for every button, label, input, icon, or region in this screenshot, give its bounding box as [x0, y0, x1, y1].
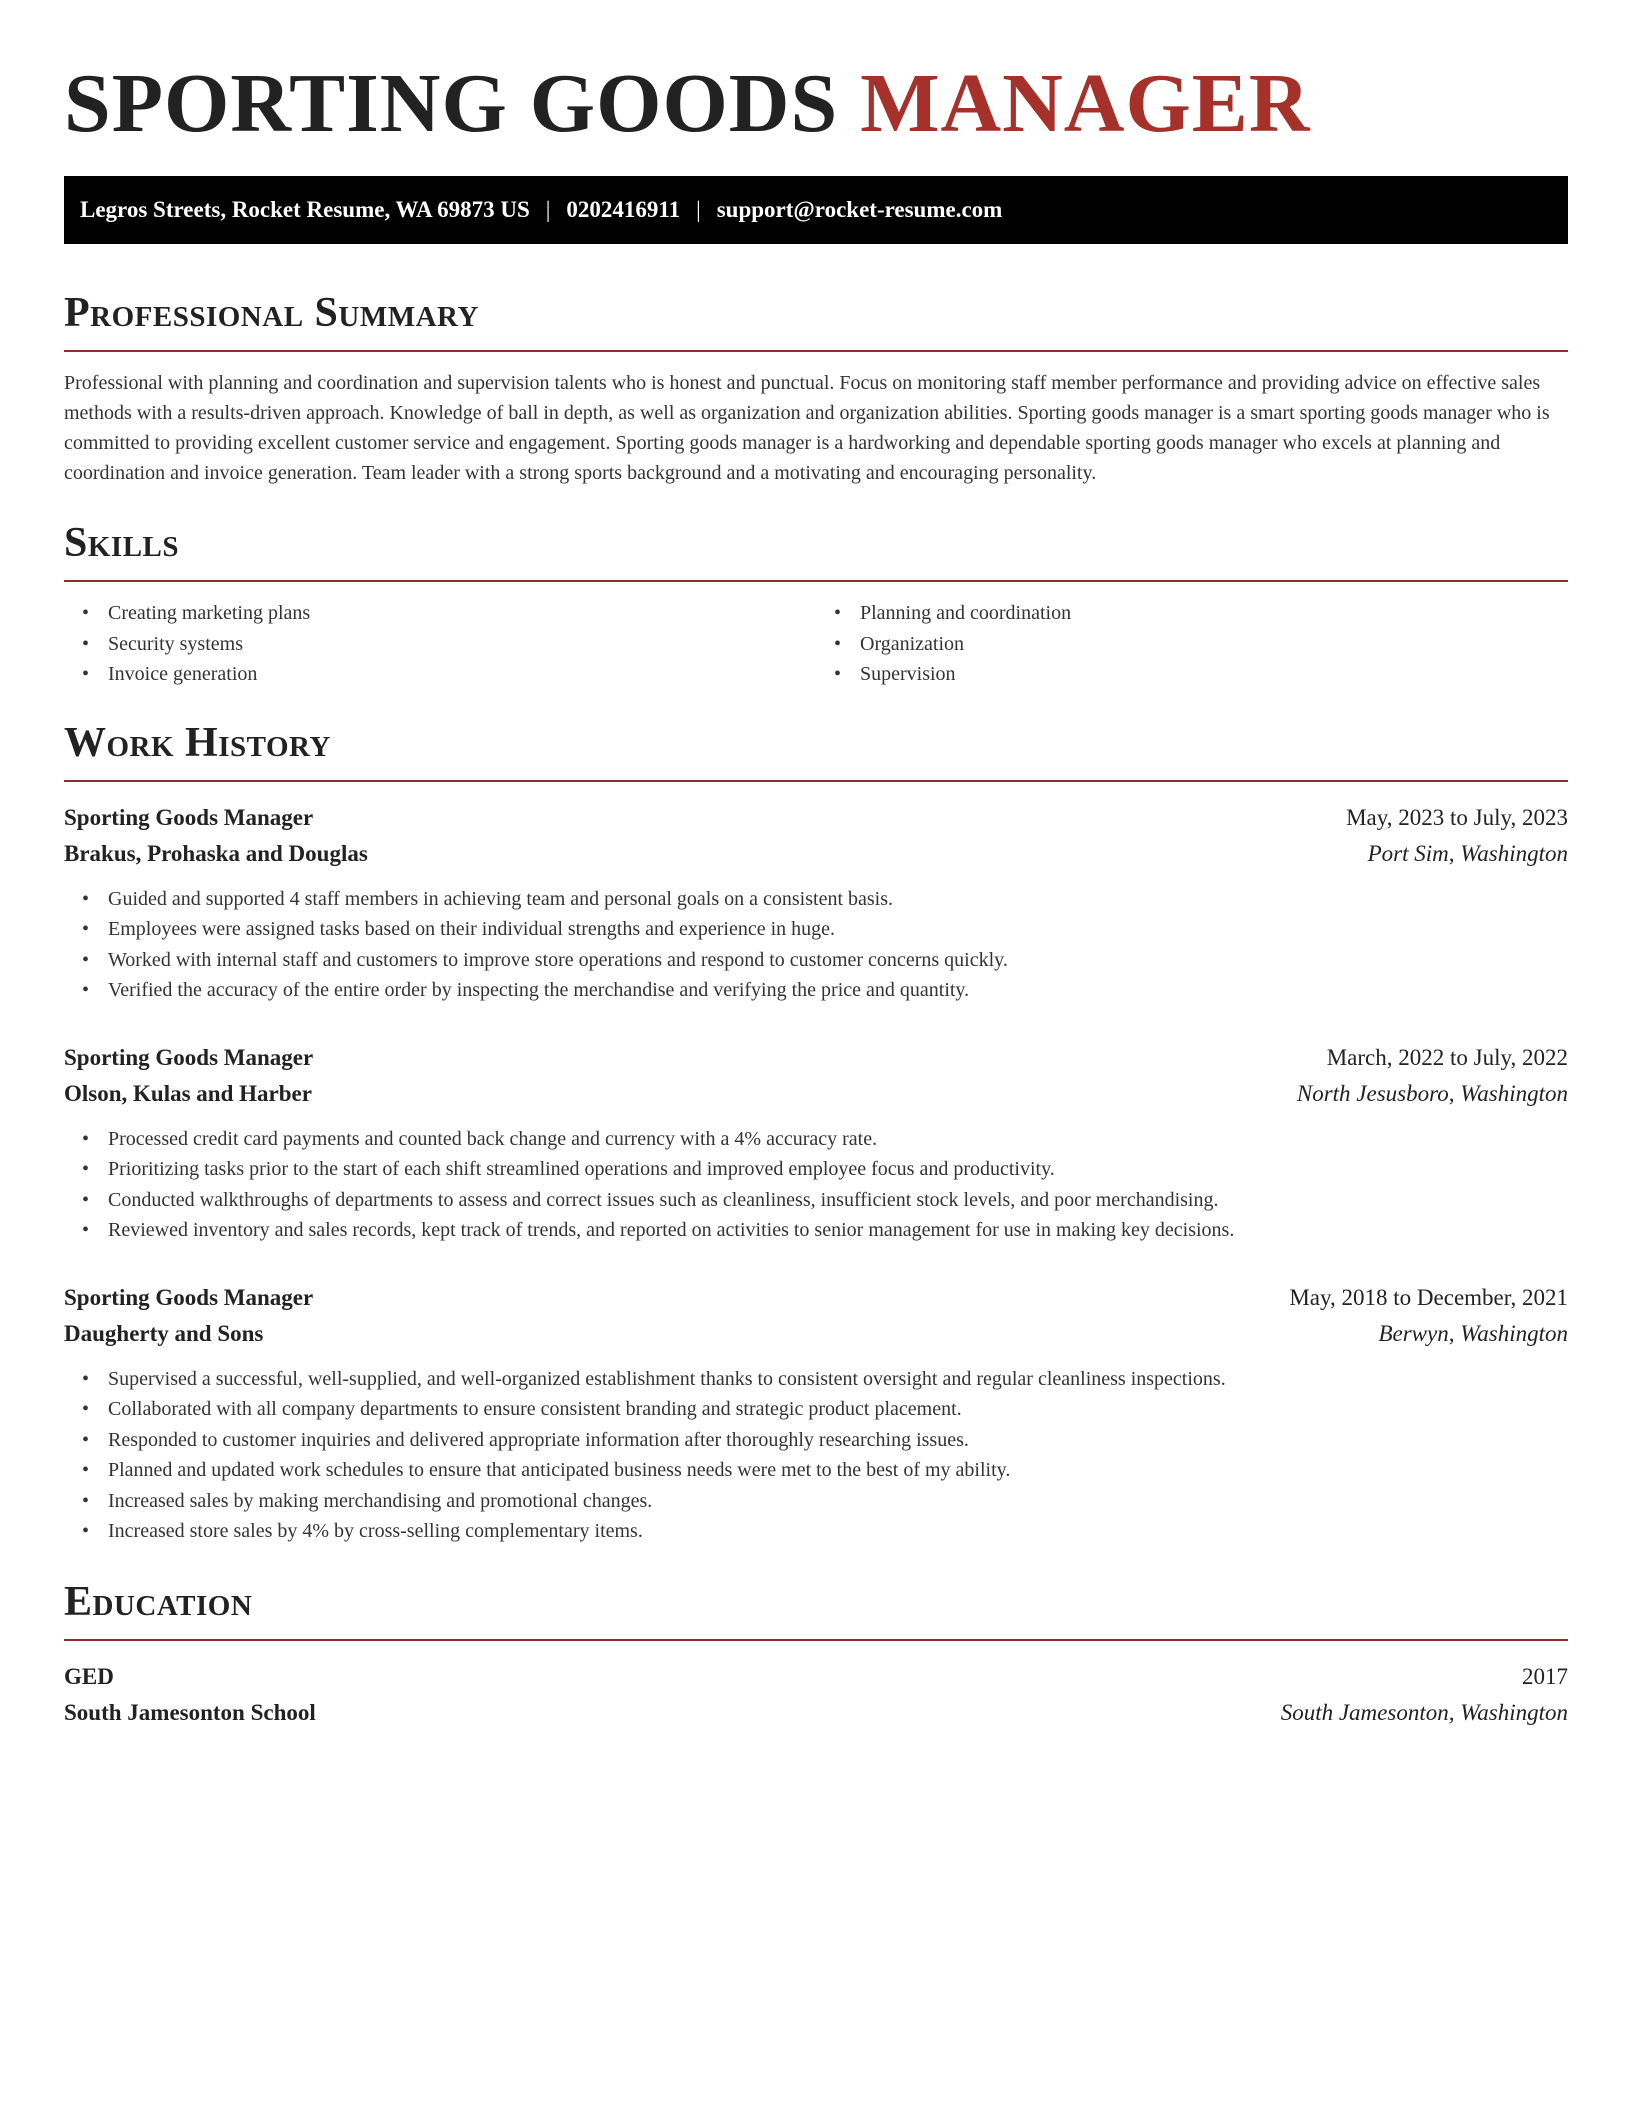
- job-company-row: [64, 836, 1568, 872]
- job-company-row: [64, 1076, 1568, 1112]
- job-location: Port Sim, Washington: [1367, 840, 1568, 866]
- section-title-skills: Skills: [64, 520, 180, 566]
- skill-item: • Creating marketing plans: [108, 598, 816, 629]
- skill-item: • Planning and coordination: [860, 598, 1568, 629]
- professional-summary-section: [64, 288, 1568, 488]
- job-bullets: [64, 884, 1568, 1006]
- job-bullet: • Planned and updated work schedules to ensure that anticipated business needs were met to the best of my ability.: [108, 1455, 1568, 1486]
- job-bullet: • Increased sales by making merchandising and promotional changes.: [108, 1486, 1568, 1517]
- job-header-row: [64, 800, 1568, 836]
- job-bullet: • Employees were assigned tasks based on their individual strengths and experience in huge.: [108, 914, 1568, 945]
- education-year: 2017: [1522, 1663, 1568, 1689]
- skills-column-left: [64, 598, 816, 690]
- job-entry: [64, 1040, 1568, 1246]
- job-bullet: • Prioritizing tasks prior to the start of each shift streamlined operations and improved employee focus and productivity.: [108, 1154, 1568, 1185]
- job-bullet: • Responded to customer inquiries and delivered appropriate information after thoroughly researching issues.: [108, 1425, 1568, 1456]
- education-section: [64, 1577, 1568, 1731]
- work-history-section: [64, 718, 1568, 1547]
- job-header-row: [64, 1280, 1568, 1316]
- education-school-row: [64, 1695, 1568, 1731]
- job-entry: [64, 800, 1568, 1006]
- job-bullet: • Reviewed inventory and sales records, kept track of trends, and reported on activities to senior management for use in making key decisions.: [108, 1215, 1568, 1246]
- skills-section: [64, 518, 1568, 690]
- job-location: North Jesusboro, Washington: [1296, 1080, 1568, 1106]
- contact-bar: [64, 176, 1568, 244]
- job-bullets: [64, 1364, 1568, 1547]
- skill-item: • Supervision: [860, 659, 1568, 690]
- education-school: South Jamesonton School: [64, 1699, 316, 1725]
- contact-address: Legros Streets, Rocket Resume, WA 69873 US: [80, 197, 530, 222]
- contact-email: support@rocket-resume.com: [716, 197, 1003, 222]
- job-bullet: • Increased store sales by 4% by cross-selling complementary items.: [108, 1516, 1568, 1547]
- job-title: Sporting Goods Manager: [64, 1044, 314, 1070]
- name-title-accent: MANAGER: [860, 57, 1311, 150]
- job-entry: [64, 1280, 1568, 1547]
- education-degree-row: [64, 1659, 1568, 1695]
- job-company: Daugherty and Sons: [64, 1320, 264, 1346]
- skill-item: • Security systems: [108, 629, 816, 660]
- job-title: Sporting Goods Manager: [64, 804, 314, 830]
- contact-phone: 0202416911: [566, 197, 681, 222]
- section-title-work: Work History: [64, 719, 331, 766]
- job-header-row: [64, 1040, 1568, 1076]
- skills-column-right: [816, 598, 1568, 690]
- education-degree: GED: [64, 1663, 114, 1689]
- skill-item: • Invoice generation: [108, 659, 816, 690]
- section-divider: [64, 580, 1568, 582]
- section-title-summary: Professional Summary: [64, 290, 479, 336]
- job-bullet: • Guided and supported 4 staff members in achieving team and personal goals on a consistent basis.: [108, 884, 1568, 915]
- job-bullet: • Processed credit card payments and counted back change and currency with a 4% accuracy rate.: [108, 1124, 1568, 1155]
- job-bullets: [64, 1124, 1568, 1246]
- job-company: Olson, Kulas and Harber: [64, 1080, 312, 1106]
- section-title-education: Education: [64, 1578, 253, 1625]
- summary-text: Professional with planning and coordination and supervision talents who is honest and punctual. Focus on monitoring staff member performance and providing advice on effective sales methods with a results-driven approach. Knowledge of ball in depth, as well as organization and organization abilities. Sporting goods manager is a smart sporting goods manager who is committed to providing excellent customer service and engagement. Sporting goods manager is a hardworking and dependable sporting goods manager who excels at planning and coordination and invoice generation. Team leader with a strong sports background and a motivating and encouraging personality.: [64, 372, 1550, 484]
- job-bullet: • Worked with internal staff and customers to improve store operations and respond to customer concerns quickly.: [108, 945, 1568, 976]
- section-divider: [64, 1639, 1568, 1641]
- job-bullet: • Conducted walkthroughs of departments to assess and correct issues such as cleanliness, insufficient stock levels, and poor merchandising.: [108, 1185, 1568, 1216]
- job-company-row: [64, 1316, 1568, 1352]
- job-title: Sporting Goods Manager: [64, 1284, 314, 1310]
- contact-separator: |: [696, 197, 701, 222]
- job-bullet: • Collaborated with all company departments to ensure consistent branding and strategic product placement.: [108, 1394, 1568, 1425]
- job-bullet: • Verified the accuracy of the entire order by inspecting the merchandise and verifying the price and quantity.: [108, 975, 1568, 1006]
- job-dates: May, 2023 to July, 2023: [1346, 804, 1568, 830]
- education-location: South Jamesonton, Washington: [1280, 1699, 1568, 1725]
- skill-item: • Organization: [860, 629, 1568, 660]
- candidate-name: [64, 56, 1568, 152]
- job-location: Berwyn, Washington: [1378, 1320, 1568, 1346]
- section-divider: [64, 350, 1568, 352]
- contact-separator: |: [545, 197, 551, 222]
- job-dates: May, 2018 to December, 2021: [1289, 1284, 1568, 1310]
- job-dates: March, 2022 to July, 2022: [1326, 1044, 1568, 1070]
- education-entry: [64, 1659, 1568, 1731]
- name-title: SPORTING GOODS: [64, 57, 839, 150]
- job-company: Brakus, Prohaska and Douglas: [64, 840, 368, 866]
- section-divider: [64, 780, 1568, 782]
- job-bullet: • Supervised a successful, well-supplied, and well-organized establishment thanks to consistent oversight and regular cleanliness inspections.: [108, 1364, 1568, 1395]
- skills-grid: [64, 598, 1568, 690]
